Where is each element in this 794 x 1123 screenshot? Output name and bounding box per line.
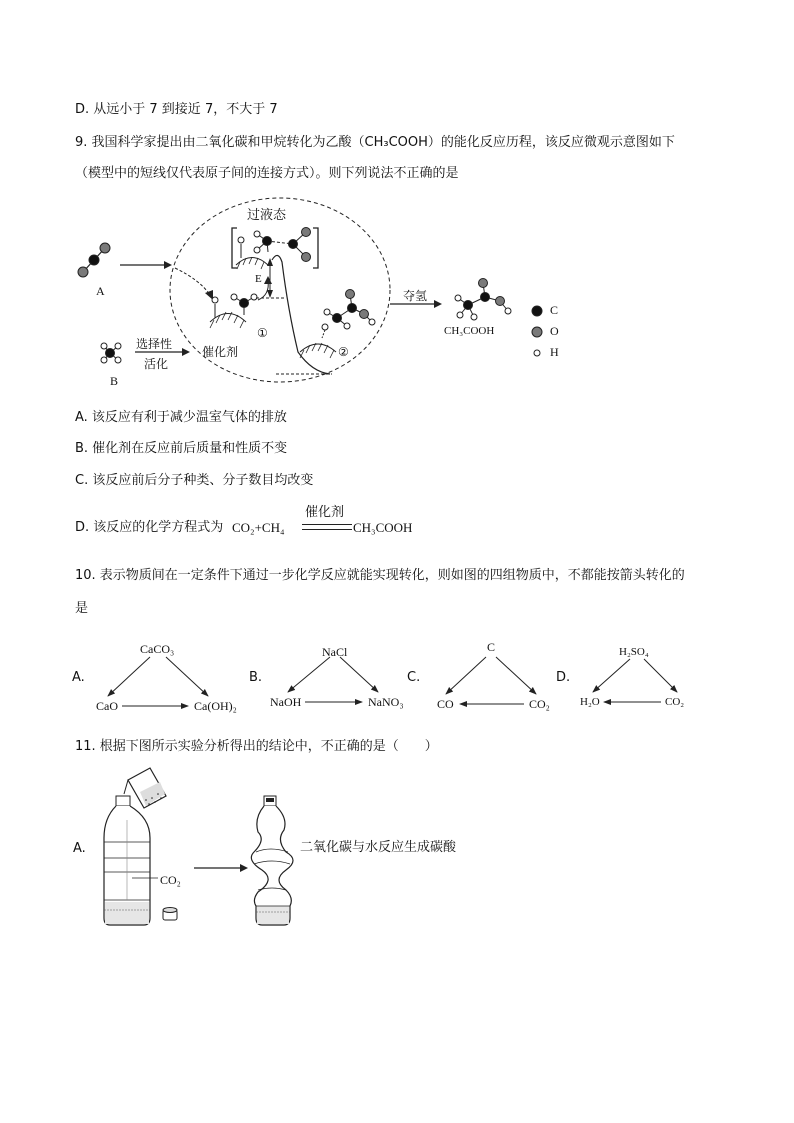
q10-c-right: CO₂: [529, 697, 550, 711]
q10-a-left: CaO: [96, 699, 118, 713]
q10-letter-b: B.: [249, 670, 263, 685]
legend-carbon-dot: [532, 306, 542, 316]
q9-option-b: B. 催化剂在反应前后质量和性质不变: [75, 441, 288, 456]
q10-stem-line2: 是: [75, 601, 89, 616]
q9-option-a: A. 该反应有利于减少温室气体的排放: [75, 410, 287, 425]
equation-left: CO₂+CH₄: [232, 520, 285, 535]
q10-c-top: C: [487, 640, 496, 654]
q10-c-left: CO: [437, 697, 454, 711]
label-step-1: ①: [257, 326, 268, 340]
legend-hydrogen-dot: [534, 350, 540, 356]
molecule-a-co2: [78, 243, 110, 277]
q10-b-right: NaNO₃: [368, 695, 404, 709]
group-b-arrows: [288, 657, 378, 702]
q11-option-letter: A.: [73, 841, 86, 856]
legend-carbon-label: C: [550, 303, 559, 317]
acetic-acid-molecule: [455, 279, 511, 321]
q10-a-top: CaCO₃: [140, 642, 175, 656]
bottle-deformed: [251, 796, 293, 925]
label-transition-state: 过液态: [247, 208, 287, 223]
label-step-2: ②: [338, 345, 349, 359]
catalyst-surface-1: [210, 294, 257, 328]
q9-option-c: C. 该反应前后分子种类、分子数目均改变: [75, 473, 314, 488]
legend-oxygen-dot: [532, 327, 542, 337]
equation-right: CH₃COOH: [353, 520, 413, 535]
q10-d-top: H₂SO₄: [619, 646, 649, 658]
q10-d-right: CO₂: [665, 696, 685, 708]
bottle-cap: [163, 908, 177, 921]
q10-a-right: Ca(OH)₂: [194, 699, 237, 713]
group-a-arrows: [108, 657, 208, 706]
transition-state: [232, 228, 318, 270]
q10-b-top: NaCl: [322, 645, 348, 659]
q10-stem-line1: 10. 表示物质间在一定条件下通过一步化学反应就能实现转化，则如图的四组物质中，不都能按箭头转化的: [75, 568, 685, 583]
label-co2: CO₂: [160, 873, 181, 887]
bottle-open: [104, 796, 150, 925]
label-catalyst: 催化剂: [202, 345, 239, 359]
label-activate: 活化: [144, 357, 169, 371]
group-c-arrows: [446, 657, 536, 704]
label-dehydrogenation: 夺氢: [403, 289, 428, 303]
q9-stem-line2: （模型中的短线仅代表原子间的连接方式）。则下列说法不正确的是: [75, 166, 459, 181]
reaction-mechanism-diagram: [0, 0, 794, 400]
q10-d-left: H₂O: [580, 696, 600, 708]
q9-option-d-prefix: D. 该反应的化学方程式为: [75, 520, 224, 535]
q9-stem-line1: 9. 我国科学家提出由二氧化碳和甲烷转化为乙酸（CH₃COOH）的能化反应历程，该反应微观示意图如下: [75, 135, 675, 150]
label-b: B: [110, 374, 119, 388]
q8-option-d: D. 从远小于 7 到接近 7，不大于 7: [75, 102, 278, 117]
atom-legend: [532, 306, 542, 356]
q10-letter-a: A.: [72, 670, 85, 685]
q11-stem: 11. 根据下图所示实验分析得出的结论中，不正确的是（ ）: [75, 739, 438, 754]
legend-hydrogen-label: H: [550, 345, 559, 359]
label-product: CH₃COOH: [444, 325, 495, 337]
label-selective: 选择性: [136, 337, 173, 351]
q10-letter-c: C.: [407, 670, 421, 685]
legend-oxygen-label: O: [550, 324, 559, 338]
label-a: A: [96, 284, 105, 298]
equation-equals-sign: [302, 524, 352, 530]
equation-condition: 催化剂: [305, 505, 345, 520]
q11-conclusion: 二氧化碳与水反应生成碳酸: [300, 840, 457, 855]
q10-b-left: NaOH: [270, 695, 302, 709]
label-e: E: [255, 273, 262, 285]
q10-letter-d: D.: [556, 670, 571, 685]
molecule-b-ch4: [101, 343, 121, 363]
